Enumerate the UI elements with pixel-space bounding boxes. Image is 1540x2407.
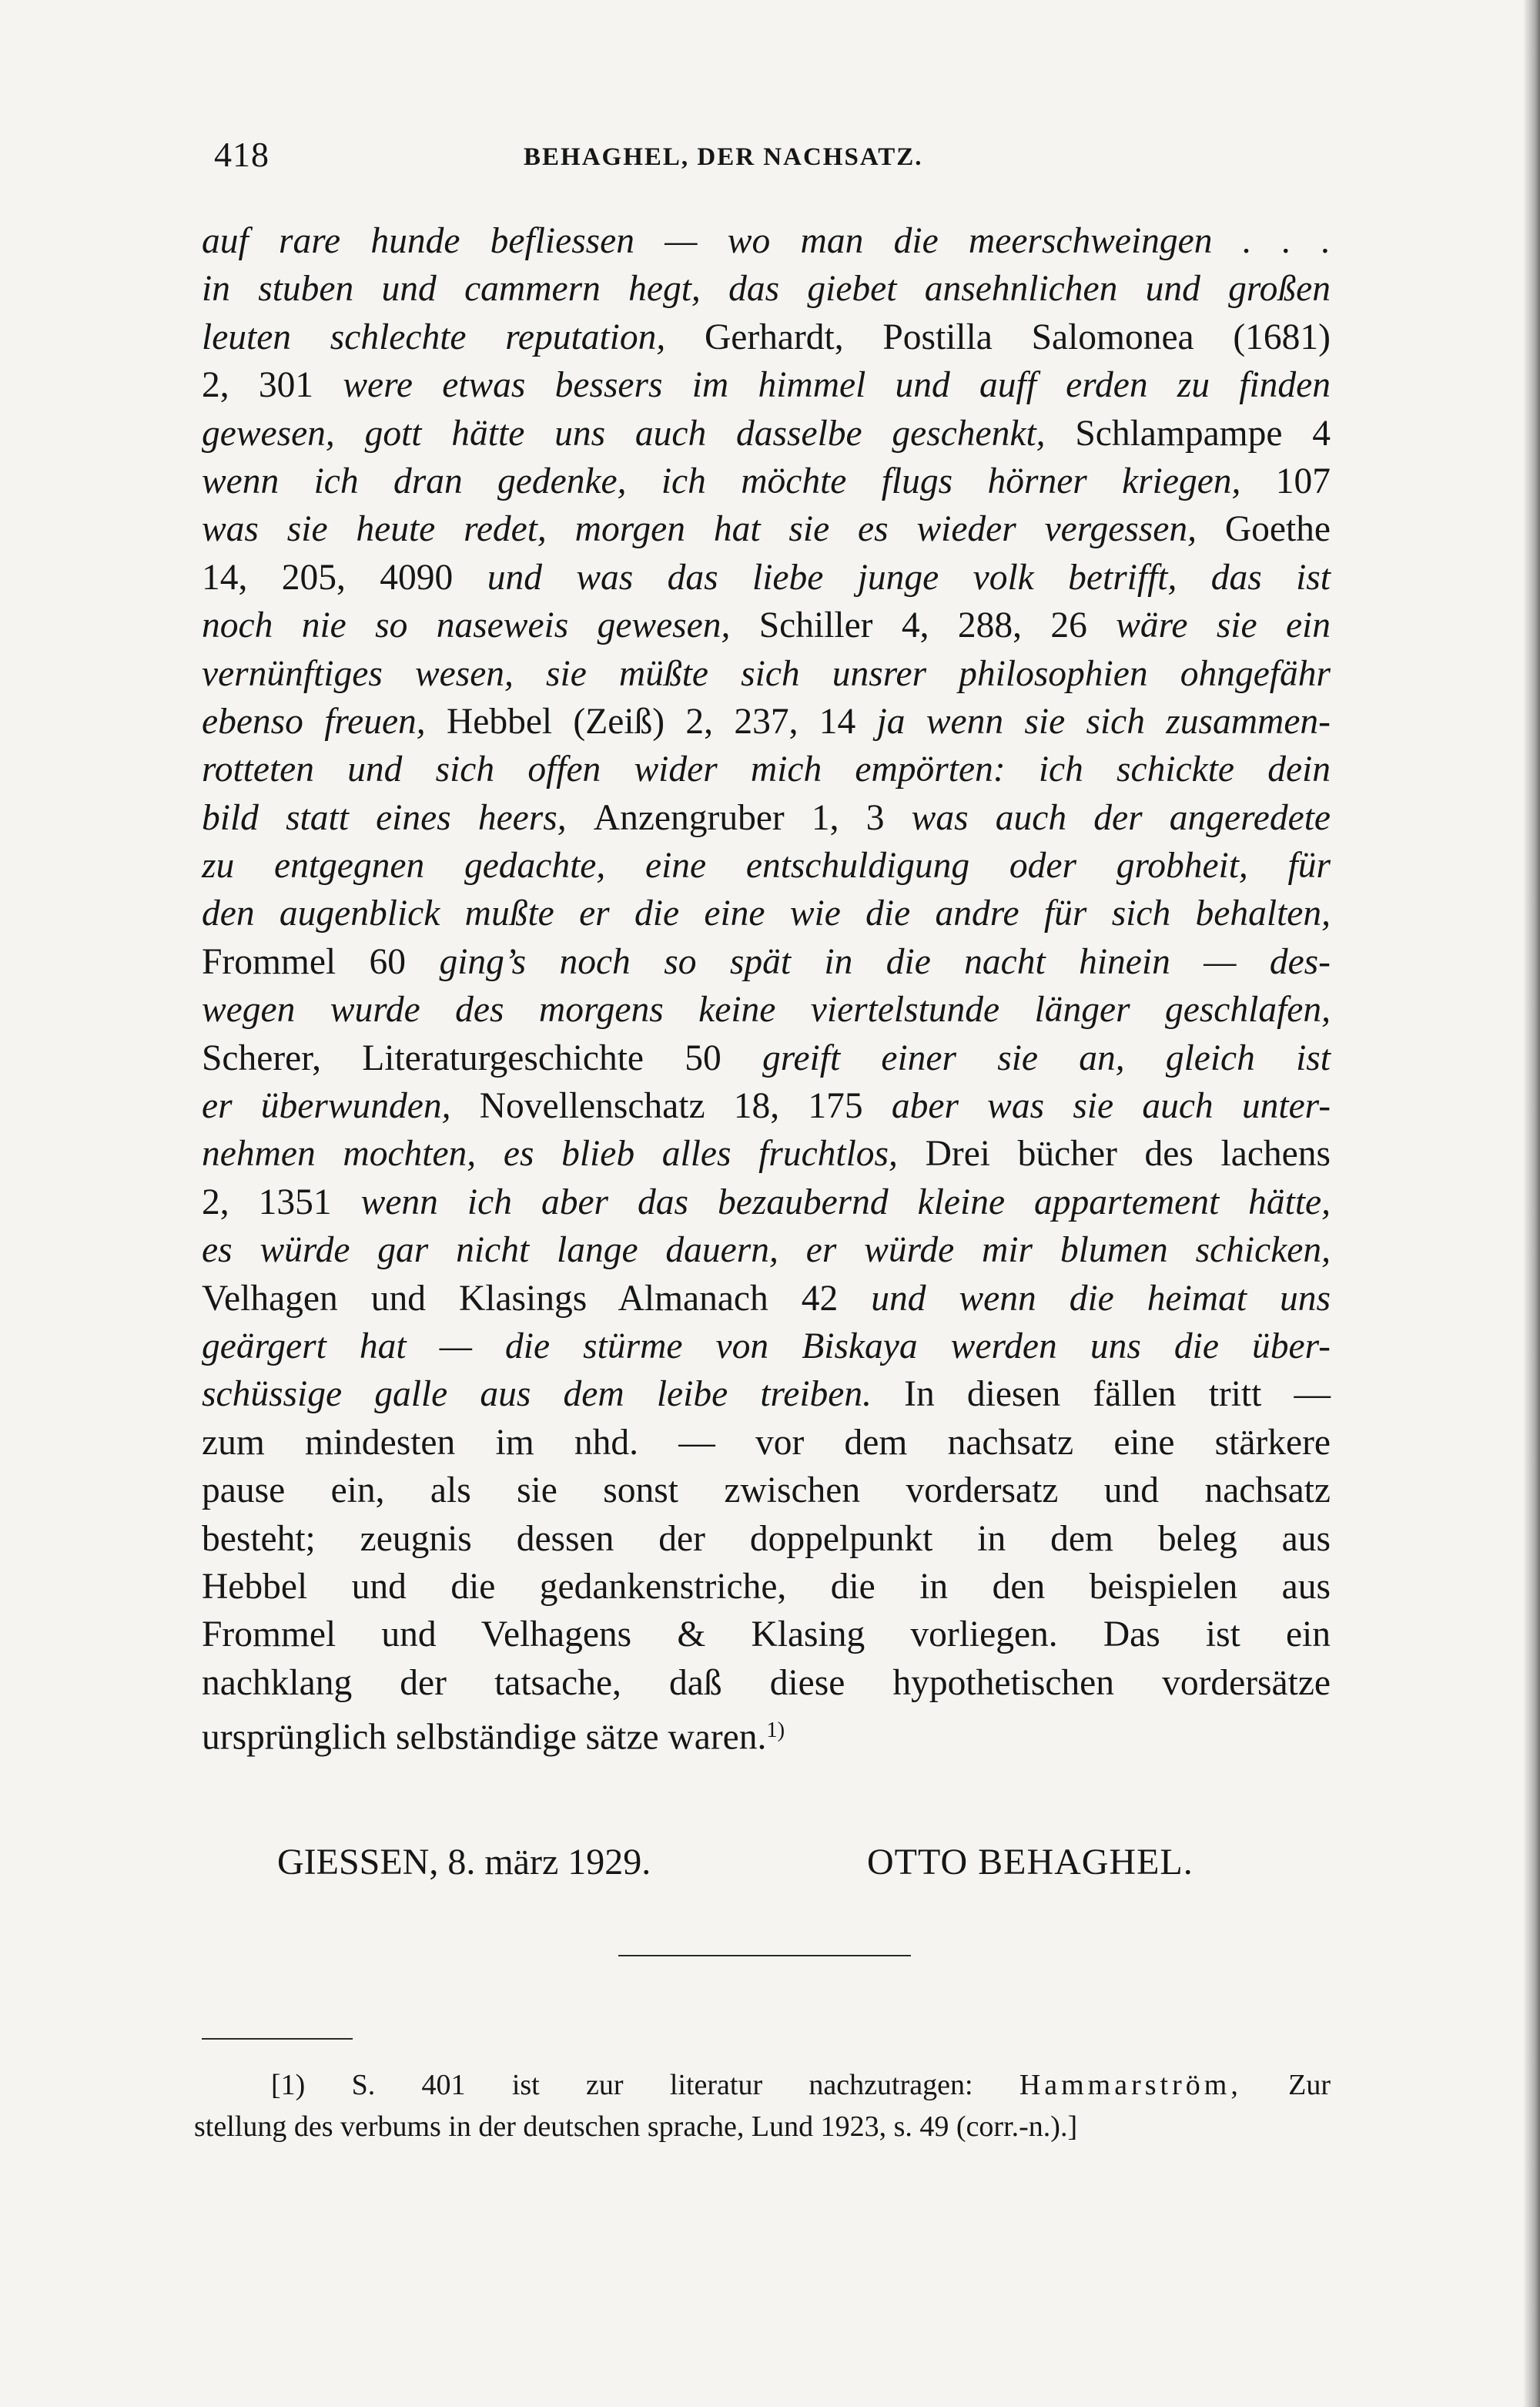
footnote-marker: [1) bbox=[271, 2069, 306, 2101]
italic-quote: aber was sie auch unter- bbox=[891, 1086, 1331, 1127]
place-and-date: GIESSEN, 8. märz 1929. bbox=[277, 1842, 651, 1882]
text-line bbox=[202, 458, 1331, 505]
text-line bbox=[202, 1323, 1331, 1370]
italic-quote: ebenso freuen, bbox=[202, 701, 447, 742]
italic-quote: in stuben und cammern hegt, das giebet ansehnlichen und großen bbox=[202, 269, 1331, 310]
page-edge-shadow bbox=[1523, 0, 1540, 2407]
roman-text: Frommel und Velhagens & Klasing vorliegen. Das ist ein bbox=[202, 1614, 1331, 1655]
footnote-rule bbox=[202, 2038, 353, 2040]
roman-text: besteht; zeugnis dessen der doppelpunkt in dem beleg aus bbox=[202, 1518, 1331, 1559]
roman-text: 2, 1351 bbox=[202, 1182, 361, 1222]
text-line bbox=[202, 1659, 1331, 1707]
text-line bbox=[202, 1515, 1331, 1563]
text-line bbox=[202, 265, 1331, 313]
roman-text: Scherer, Literaturgeschichte 50 bbox=[202, 1038, 762, 1078]
text-line bbox=[202, 1370, 1331, 1418]
italic-quote: wegen wurde des morgens keine viertelstunde länger geschlafen, bbox=[202, 990, 1331, 1031]
italic-quote: auf rare hunde befliessen — wo man die meerschweingen . . . bbox=[202, 221, 1331, 261]
text-line bbox=[202, 1419, 1331, 1467]
italic-quote: und wenn die heimat uns bbox=[871, 1278, 1331, 1319]
italic-quote: greift einer sie an, gleich ist bbox=[762, 1038, 1331, 1078]
italic-quote: was sie heute redet, morgen hat sie es wieder vergessen, bbox=[202, 509, 1225, 550]
section-end-rule bbox=[618, 1955, 911, 1956]
footnote-text: Zur bbox=[1288, 2069, 1331, 2101]
roman-text: Drei bücher des lachens bbox=[925, 1134, 1331, 1175]
page-header bbox=[214, 131, 1331, 185]
text-line bbox=[202, 1226, 1331, 1274]
italic-quote: were etwas bessers im himmel und auff erden zu finden bbox=[343, 365, 1331, 406]
signature-block bbox=[277, 1841, 1278, 1895]
roman-text: Gerhardt, Postilla Salomonea (1681) bbox=[704, 317, 1331, 357]
text-line bbox=[202, 698, 1331, 746]
italic-quote: und was das liebe junge volk betrifft, das ist bbox=[487, 557, 1331, 598]
text-line bbox=[202, 1082, 1331, 1130]
text-line bbox=[202, 1178, 1331, 1226]
italic-quote: geärgert hat — die stürme von Biskaya werden uns die über- bbox=[202, 1326, 1331, 1366]
page-number: 418 bbox=[214, 135, 270, 174]
roman-text: Hebbel und die gedankenstriche, die in den beispielen aus bbox=[202, 1566, 1331, 1607]
italic-quote: er überwunden, bbox=[202, 1086, 480, 1127]
roman-text: ursprünglich selbständige sätze waren. bbox=[202, 1717, 767, 1758]
italic-quote: es würde gar nicht lange dauern, er würde mir blumen schicken, bbox=[202, 1230, 1331, 1271]
text-line bbox=[202, 746, 1331, 793]
footnote-text: S. 401 ist zur literatur nachzutragen: bbox=[351, 2069, 973, 2101]
italic-quote: leuten schlechte reputation, bbox=[202, 317, 705, 357]
italic-quote: noch nie so naseweis gewesen, bbox=[202, 605, 759, 646]
text-line bbox=[202, 505, 1331, 553]
footnote-line bbox=[194, 2064, 1331, 2106]
roman-text: In diesen fällen tritt — bbox=[904, 1374, 1331, 1415]
footnote-line: stellung des verbums in der deutschen sprache, Lund 1923, s. 49 (corr.-n.).] bbox=[194, 2110, 1078, 2143]
text-line bbox=[202, 1130, 1331, 1178]
text-line bbox=[202, 554, 1331, 602]
roman-text: Frommel 60 bbox=[202, 941, 440, 982]
footnote-reference: 1) bbox=[766, 1718, 785, 1743]
author-name: OTTO BEHAGHEL. bbox=[867, 1842, 1194, 1882]
text-line bbox=[202, 1707, 1331, 1758]
italic-quote: wenn ich aber das bezaubernd kleine appartement hätte, bbox=[360, 1182, 1331, 1222]
footnote-author: Hammarström, bbox=[1019, 2069, 1242, 2101]
roman-text: 2, 301 bbox=[202, 365, 343, 406]
text-line bbox=[202, 1275, 1331, 1323]
footnote bbox=[194, 2064, 1331, 2147]
italic-quote: rotteten und sich offen wider mich empörten: ich schickte dein bbox=[202, 749, 1331, 790]
italic-quote: wenn ich dran gedenke, ich möchte flugs hörner kriegen, bbox=[202, 461, 1276, 501]
italic-quote: wäre sie ein bbox=[1116, 605, 1331, 646]
running-head: BEHAGHEL, DER NACHSATZ. bbox=[524, 143, 923, 171]
italic-quote: vernünftiges wesen, sie müßte sich unsrer philosophien ohngefähr bbox=[202, 653, 1331, 694]
roman-text: Anzengruber 1, 3 bbox=[593, 797, 912, 838]
roman-text: Goethe bbox=[1224, 509, 1331, 550]
roman-text: 14, 205, 4090 bbox=[202, 557, 487, 598]
text-line bbox=[202, 1467, 1331, 1514]
text-line bbox=[202, 602, 1331, 649]
text-line bbox=[202, 217, 1331, 265]
text-line bbox=[202, 410, 1331, 458]
text-line bbox=[202, 1034, 1331, 1082]
roman-text: zum mindesten im nhd. — vor dem nachsatz eine stärkere bbox=[202, 1422, 1331, 1463]
italic-quote: ja wenn sie sich zusammen- bbox=[876, 701, 1331, 742]
italic-quote: nehmen mochten, es blieb alles fruchtlos, bbox=[202, 1134, 926, 1175]
text-line bbox=[202, 938, 1331, 986]
roman-text: Velhagen und Klasings Almanach 42 bbox=[202, 1278, 872, 1319]
roman-text: pause ein, als sie sonst zwischen vordersatz und nachsatz bbox=[202, 1470, 1331, 1511]
text-line bbox=[202, 361, 1331, 409]
text-line bbox=[202, 650, 1331, 698]
text-line bbox=[202, 1563, 1331, 1611]
text-line bbox=[202, 986, 1331, 1034]
roman-text: Schiller 4, 288, 26 bbox=[758, 605, 1116, 646]
text-line bbox=[202, 1611, 1331, 1658]
roman-text: nachklang der tatsache, daß diese hypothetischen vordersätze bbox=[202, 1662, 1331, 1703]
italic-quote: schüssige galle aus dem leibe treiben. bbox=[202, 1374, 905, 1415]
italic-quote: den augenblick mußte er die eine wie die andre für sich behalten, bbox=[202, 893, 1331, 934]
italic-quote: ging’s noch so spät in die nacht hinein — des- bbox=[439, 941, 1331, 982]
italic-quote: gewesen, gott hätte uns auch dasselbe geschenkt, bbox=[202, 413, 1076, 454]
body-text bbox=[202, 217, 1331, 1758]
roman-text: Schlampampe 4 bbox=[1075, 413, 1331, 454]
roman-text: 107 bbox=[1275, 461, 1331, 501]
text-line bbox=[202, 794, 1331, 842]
roman-text: Hebbel (Zeiß) 2, 237, 14 bbox=[446, 701, 877, 742]
italic-quote: bild statt eines heers, bbox=[202, 797, 594, 838]
italic-quote: zu entgegnen gedachte, eine entschuldigung oder grobheit, für bbox=[202, 846, 1331, 887]
roman-text: Novellenschatz 18, 175 bbox=[479, 1086, 892, 1127]
text-line bbox=[202, 842, 1331, 890]
text-line bbox=[202, 890, 1331, 937]
italic-quote: was auch der angeredete bbox=[911, 797, 1331, 838]
text-line bbox=[202, 313, 1331, 361]
